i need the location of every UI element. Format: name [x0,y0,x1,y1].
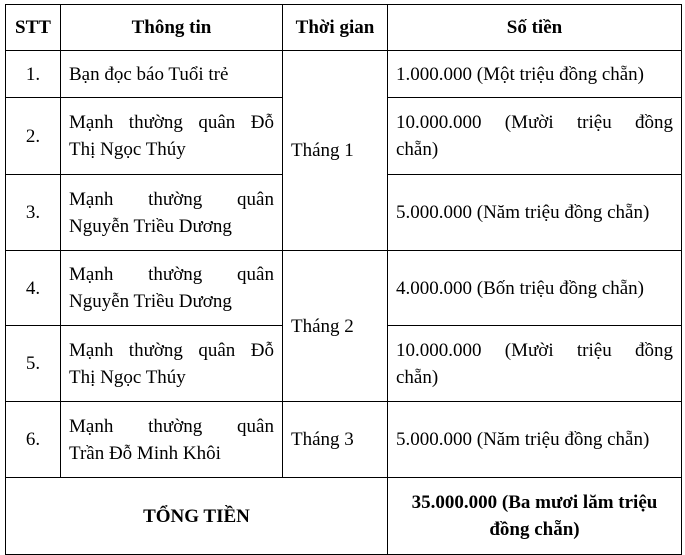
row-info-line: Trần Đỗ Minh Khôi [69,442,221,464]
row-amount-line: chẵn) [396,139,439,160]
row-info-line: Mạnh thường quân [69,264,274,285]
row-amount [388,251,682,326]
row-amount-line: 1.000.000 (Một triệu đồng chẵn) [396,63,645,85]
header-amount: Số tiền [388,5,682,51]
row-info-line: Mạnh thường quân Đỗ [69,339,274,361]
row-amount-line: 10.000.000 (Mười triệu đồng [396,339,673,361]
row-month: Tháng 1 [283,51,388,251]
total-amount [388,478,682,555]
row-info-line: Nguyễn Triều Dương [69,291,232,312]
row-month: Tháng 2 [283,251,388,402]
row-info [61,98,283,175]
row-month: Tháng 3 [283,402,388,478]
total-row [6,478,682,555]
row-info-line: Mạnh thường quân [69,188,274,210]
row-stt: 3. [6,175,61,251]
table-row [6,402,682,478]
row-info [61,326,283,402]
row-amount-line: 5.000.000 (Năm triệu đồng chẵn) [396,202,650,223]
total-label: TỔNG TIỀN [6,478,388,555]
table-row [6,51,682,98]
row-amount-line: 5.000.000 (Năm triệu đồng chẵn) [396,429,650,450]
table-header-row [6,5,682,51]
row-info [61,251,283,326]
header-info: Thông tin [61,5,283,51]
row-stt: 2. [6,98,61,175]
row-amount-line: 4.000.000 (Bốn triệu đồng chẵn) [396,277,645,299]
row-info-line: Mạnh thường quân Đỗ [69,112,274,133]
header-time: Thời gian [283,5,388,51]
row-info-line: Nguyễn Triều Dương [69,215,232,237]
row-stt: 1. [6,51,61,98]
row-amount-line: 10.000.000 (Mười triệu đồng [396,112,673,133]
row-info-line: Bạn đọc báo Tuổi trẻ [69,63,229,85]
row-amount-line: chẵn) [396,366,439,388]
row-stt: 5. [6,326,61,402]
header-stt: STT [6,5,61,51]
row-info-line: Thị Ngọc Thúy [69,139,186,160]
row-amount [388,98,682,175]
table-row [6,251,682,326]
total-amount-line: đồng chẵn) [489,519,580,540]
row-stt: 4. [6,251,61,326]
donation-table [5,4,682,555]
row-info-line: Thị Ngọc Thúy [69,366,186,388]
row-amount [388,51,682,98]
row-info [61,51,283,98]
row-info [61,175,283,251]
row-amount [388,326,682,402]
row-amount [388,402,682,478]
row-info [61,402,283,478]
row-stt: 6. [6,402,61,478]
total-amount-line: 35.000.000 (Ba mươi lăm triệu [411,492,658,513]
row-amount [388,175,682,251]
row-info-line: Mạnh thường quân [69,415,274,437]
